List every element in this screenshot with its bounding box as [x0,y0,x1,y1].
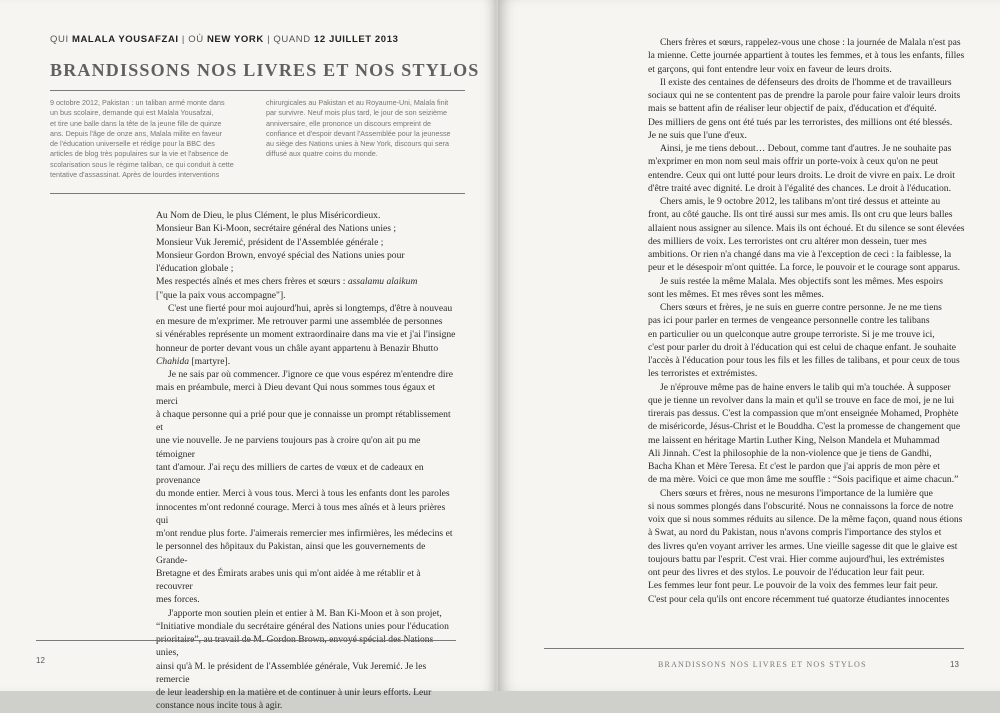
running-footer-title: BRANDISSONS NOS LIVRES ET NOS STYLOS [658,660,867,669]
speech-text-left: Au Nom de Dieu, le plus Clément, le plus Miséricordieux. Monsieur Ban Ki-Moon, secrétaire général des Nations unies ; Monsieur Vuk Jeremić, président de l'Assemblée générale ; Monsieur Gordon Brown, envoyé spécial des Nations unies pour l'éducation globale ; Mes respectés aînés et mes chers frères et sœurs : assalamu alaikum ["que la paix vous accompagne"]. C'est une fierté pour moi aujourd'hui, après si longtemps, d'être à nouveau en mesure de m'exprimer. Me retrouver parmi une assemblée de personnes si vénérables représente un moment extraordinaire dans ma vie et j'ai l'insigne honneur de porter devant vous un châle ayant appartenu à Benazir Bhutto Chahida [martyre]. Je ne sais par où commencer. J'ignore ce que vous espérez m'entendre dire mais en préambule, merci à Dieu devant Qui nous sommes tous égaux et merci à chaque personne qui a prié pour que je connaisse un prompt rétablissement et une vie nouvelle. Je ne parviens toujours pas à croire qu'on ait pu me témoigner tant d'amour. J'ai reçu des milliers de cartes de vœux et de cadeaux en provenance du monde entier. Merci à vous tous. Merci à tous les enfants dont les paroles innocentes m'ont redonné courage. Merci à tous mes aînés et à leurs prières qui m'ont rendue plus forte. J'aimerais remercier mes infirmières, les médecins et le personnel des hôpitaux du Pakistan, ainsi que les gouvernements de Grande- Bretagne et des Émirats arabes unis qui m'ont aidée à me rétablir et à recouvrer mes forces. J'apporte mon soutien plein et entier à M. Ban Ki-Moon et à son projet, “Initiative mondiale du secrétaire général des Nations unies pour l'éducation unies, ainsi qu'à M. le président de l'Assemblée générale, Vuk Jeremić. Je les remercie de leur leadership en la matière et de continuer à unir leurs efforts. Leur constance nous incite tous à agir. [156,210,456,712]
speech-text-right: Chers frères et sœurs, rappelez-vous une chose : la journée de Malala n'est pas la mienne. Cette journée appartient à toutes les femmes, et à tous les enfants, filles et garçons, qui font entendre leur voix en faveur de leurs droits. Il existe des centaines de défenseurs des droits de l'homme et de travailleurs sociaux qui ne se contentent pas de prendre la parole pour faire valoir leurs droits mais se battent afin de réaliser leur objectif de paix, d'éducation et d'équité. Des milliers de gens ont été tués par les terroristes, des millions ont été blessés. Je ne suis que l'une d'eux. Ainsi, je me tiens debout… Debout, comme tant d'autres. Je ne souhaite pas m'exprimer en mon nom seul mais offrir un porte-voix à ceux qu'on ne peut entendre. Ceux qui ont lutté pour leurs droits. Le droit de vivre en paix. Le droit d'être traité avec dignité. Le droit à l'égalité des chances. Le droit à l'éducation. Chers amis, le 9 octobre 2012, les talibans m'ont tiré dessus et atteinte au front, au côté gauche. Ils ont tiré aussi sur mes amis. Ils ont cru que leurs balles allaient nous assigner au silence. Mais ils ont échoué. Et du silence se sont élevées des milliers de voix. Les terroristes ont cru altérer mon dessein, tuer mes ambitions. Or rien n'a changé dans ma vie à l'exception de ceci : la faiblesse, la peur et le désespoir m'ont quittée. La force, le pouvoir et le courage sont apparus. Je suis restée la même Malala. Mes objectifs sont les mêmes. Mes espoirs sont les mêmes. Et mes rêves sont les mêmes. Chers sœurs et frères, je ne suis en guerre contre personne. Je ne me tiens pas ici pour parler en termes de vengeance personnelle contre les talibans en particulier ou un quelconque autre groupe terroriste. Si je me trouve ici, c'est pour parler du droit à l'éducation qui est celui de chaque enfant. Je souhaite l'accès à l'éducation pour tous les fils et les filles de talibans, et pour ceux de tous les terroristes et extrémistes. Je n'éprouve même pas de haine envers le talib qui m'a touchée. À supposer que je tienne un revolver dans la main et qu'il se trouve en face de moi, je ne lui tirerais pas dessus. C'est la compassion que m'ont enseignée Mohamed, Prophète de miséricorde, Jésus-Christ et le Bouddha. C'est la promesse de changement que me laissent en héritage Martin Luther King, Nelson Mandela et Muhammad Ali Jinnah. C'est la philosophie de la non-violence que je tiens de Gandhi, Bacha Khan et Mère Teresa. Et c'est le pardon que j'ai appris de mon père et de ma mère. Voici ce que mon âme me souffle : “Sois pacifique et aime chacun.” Chers sœurs et frères, nous ne mesurons l'importance de la lumière que si nous sommes plongés dans l'obscurité. Nous ne connaissons la force de notre voix que si nous sommes réduits au silence. De la même façon, quand nous étions à Swat, au nord du Pakistan, nous n'avons compris l'importance des stylos et des livres qu'en voyant arriver les armes. Une vieille sagesse dit que le glaive est toujours battu par l'esprit. C'est vrai. Hier comme aujourd'hui, les extrémistes ont peur des livres et des stylos. Le pouvoir de l'éducation leur fait peur. Les femmes leur font peur. Le pouvoir de la voix des femmes leur fait peur. C'est pour cela qu'ils ont encore récemment tué quatorze étudiantes innocentes [648,37,965,605]
intro-column-2: chirurgicales au Pakistan et au Royaume-Uni, Malala finit par survivre. Neuf mois plus tard, le jour de son seizième anniversaire, elle prononce un discours empreint de confiance et d'espoir devant l'Assemblée pour la jeunesse au siège des Nations unies à New York, discours qui sera diffusé aux quatre coins du monde. [266,98,451,159]
page-number-left: 12 [36,656,45,665]
right-page [498,0,1000,691]
meta-place: NEW YORK [206,34,264,45]
meta-author: MALALA YOUSAFZAI [71,34,179,45]
title-divider [50,90,465,91]
article-meta: QUI MALALA YOUSAFZAI | OÙ NEW YORK | QUAND 12 JUILLET 2013 [50,34,399,45]
intro-column-1: 9 octobre 2012, Pakistan : un taliban armé monte dans un bus scolaire, demande qui est Malala Yousafzai, et tire une balle dans la tête de la jeune fille de quinze ans. Depuis l'âge de onze ans, Malala milite en faveur de l'éducation universelle et rédige pour la BBC des articles de blog très populaires sur la vie et l'absence de scolarisation sous le régime taliban, ce qui conduit à cette tentative d'assassinat. Après de lourdes interventions [50,98,234,180]
meta-date: 12 JUILLET 2013 [313,34,399,45]
page-title: BRANDISSONS NOS LIVRES ET NOS STYLOS [50,60,480,80]
footer-rule-right [544,648,964,649]
intro-divider [50,193,465,194]
footer-rule-left [36,640,456,641]
left-page [0,0,496,712]
page-number-right: 13 [950,660,959,669]
